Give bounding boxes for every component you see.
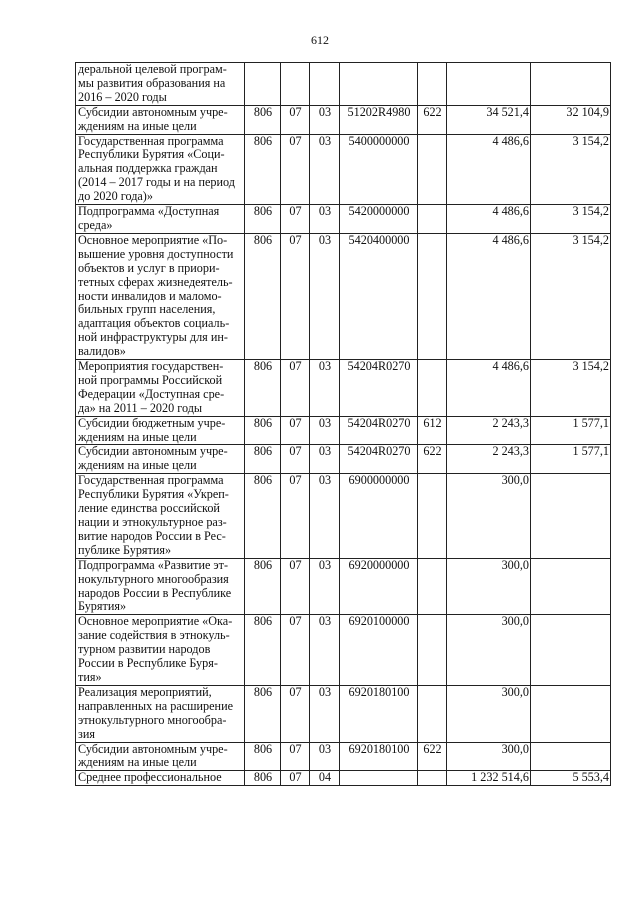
expense-type-cell: [418, 558, 447, 615]
target-article-cell: 5420400000: [340, 233, 418, 359]
ved-code-cell: 806: [245, 360, 281, 417]
ved-code-cell: 806: [245, 558, 281, 615]
expense-type-cell: [418, 771, 447, 786]
target-article-cell: 51202R4980: [340, 105, 418, 134]
table-row: [76, 615, 611, 686]
amount-year-1-cell: 300,0: [447, 615, 531, 686]
amount-year-2-cell: 5 553,4: [531, 771, 611, 786]
row-name-cell: Основное мероприятие «Ока- зание содействия в этнокуль- турном развитии народов России в Республике Буря- тия»: [76, 615, 245, 686]
table-row: [76, 771, 611, 786]
table-row: [76, 474, 611, 558]
amount-year-2-cell: [531, 742, 611, 771]
target-article-cell: 6900000000: [340, 474, 418, 558]
expense-type-cell: [418, 233, 447, 359]
table-row: [76, 233, 611, 359]
subsection-code-cell: 03: [310, 474, 340, 558]
amount-year-1-cell: 300,0: [447, 685, 531, 742]
expense-type-cell: 622: [418, 445, 447, 474]
subsection-code-cell: 03: [310, 742, 340, 771]
row-name-cell: Подпрограмма «Развитие эт- нокультурного многообразия народов России в Республике Бурятия»: [76, 558, 245, 615]
budget-table: [75, 62, 611, 786]
expense-type-cell: [418, 63, 447, 106]
expense-type-cell: 622: [418, 105, 447, 134]
target-article-cell: 54204R0270: [340, 416, 418, 445]
section-code-cell: 07: [281, 205, 310, 234]
expense-type-cell: [418, 205, 447, 234]
expense-type-cell: [418, 360, 447, 417]
amount-year-2-cell: [531, 474, 611, 558]
expense-type-cell: [418, 685, 447, 742]
section-code-cell: 07: [281, 105, 310, 134]
amount-year-1-cell: 300,0: [447, 742, 531, 771]
amount-year-2-cell: 32 104,9: [531, 105, 611, 134]
subsection-code-cell: 03: [310, 615, 340, 686]
amount-year-1-cell: 300,0: [447, 558, 531, 615]
ved-code-cell: 806: [245, 445, 281, 474]
subsection-code-cell: [310, 63, 340, 106]
target-article-cell: 6920100000: [340, 615, 418, 686]
table-row: [76, 416, 611, 445]
subsection-code-cell: 03: [310, 685, 340, 742]
amount-year-2-cell: 3 154,2: [531, 233, 611, 359]
ved-code-cell: 806: [245, 233, 281, 359]
section-code-cell: 07: [281, 558, 310, 615]
target-article-cell: 54204R0270: [340, 360, 418, 417]
amount-year-2-cell: 3 154,2: [531, 134, 611, 205]
row-name-cell: Субсидии автономным учре- ждениям на иные цели: [76, 445, 245, 474]
ved-code-cell: 806: [245, 474, 281, 558]
subsection-code-cell: 03: [310, 416, 340, 445]
amount-year-2-cell: 3 154,2: [531, 205, 611, 234]
section-code-cell: 07: [281, 233, 310, 359]
amount-year-1-cell: 34 521,4: [447, 105, 531, 134]
target-article-cell: [340, 771, 418, 786]
table-row: [76, 63, 611, 106]
ved-code-cell: 806: [245, 205, 281, 234]
amount-year-1-cell: 300,0: [447, 474, 531, 558]
section-code-cell: 07: [281, 771, 310, 786]
table-row: [76, 360, 611, 417]
expense-type-cell: 612: [418, 416, 447, 445]
ved-code-cell: 806: [245, 742, 281, 771]
expense-type-cell: [418, 474, 447, 558]
target-article-cell: 6920180100: [340, 685, 418, 742]
amount-year-2-cell: 1 577,1: [531, 416, 611, 445]
section-code-cell: 07: [281, 615, 310, 686]
amount-year-2-cell: 1 577,1: [531, 445, 611, 474]
amount-year-2-cell: [531, 615, 611, 686]
row-name-cell: Подпрограмма «Доступная среда»: [76, 205, 245, 234]
amount-year-1-cell: 4 486,6: [447, 233, 531, 359]
page-number: 612: [311, 33, 329, 47]
table-row: [76, 105, 611, 134]
target-article-cell: [340, 63, 418, 106]
table-body: [76, 63, 611, 786]
amount-year-1-cell: [447, 63, 531, 106]
ved-code-cell: 806: [245, 416, 281, 445]
section-code-cell: [281, 63, 310, 106]
amount-year-2-cell: [531, 63, 611, 106]
amount-year-1-cell: 2 243,3: [447, 445, 531, 474]
amount-year-1-cell: 2 243,3: [447, 416, 531, 445]
row-name-cell: Основное мероприятие «По- вышение уровня доступности объектов и услуг в приори- тетных сферах жизнедеятель- ности инвалидов и маломо- бильных групп населения, адаптация объектов социаль- ной инфраструктуры для ин- валидов»: [76, 233, 245, 359]
row-name-cell: Субсидии автономным учре- ждениям на иные цели: [76, 742, 245, 771]
subsection-code-cell: 03: [310, 105, 340, 134]
table-row: [76, 134, 611, 205]
target-article-cell: 6920000000: [340, 558, 418, 615]
target-article-cell: 5420000000: [340, 205, 418, 234]
subsection-code-cell: 03: [310, 360, 340, 417]
subsection-code-cell: 03: [310, 134, 340, 205]
ved-code-cell: 806: [245, 105, 281, 134]
table-row: [76, 445, 611, 474]
table-row: [76, 558, 611, 615]
section-code-cell: 07: [281, 742, 310, 771]
ved-code-cell: 806: [245, 685, 281, 742]
ved-code-cell: 806: [245, 615, 281, 686]
row-name-cell: Субсидии автономным учре- ждениям на иные цели: [76, 105, 245, 134]
section-code-cell: 07: [281, 445, 310, 474]
amount-year-2-cell: [531, 685, 611, 742]
ved-code-cell: 806: [245, 134, 281, 205]
subsection-code-cell: 03: [310, 445, 340, 474]
subsection-code-cell: 03: [310, 233, 340, 359]
row-name-cell: Реализация мероприятий, направленных на расширение этнокультурного многообра- зия: [76, 685, 245, 742]
amount-year-1-cell: 4 486,6: [447, 134, 531, 205]
section-code-cell: 07: [281, 360, 310, 417]
amount-year-1-cell: 1 232 514,6: [447, 771, 531, 786]
amount-year-1-cell: 4 486,6: [447, 205, 531, 234]
target-article-cell: 5400000000: [340, 134, 418, 205]
subsection-code-cell: 04: [310, 771, 340, 786]
target-article-cell: 54204R0270: [340, 445, 418, 474]
section-code-cell: 07: [281, 134, 310, 205]
amount-year-1-cell: 4 486,6: [447, 360, 531, 417]
section-code-cell: 07: [281, 416, 310, 445]
row-name-cell: Государственная программа Республики Бурятия «Укреп- ление единства российской нации и этнокультурное раз- витие народов России в Рес- публике Бурятия»: [76, 474, 245, 558]
amount-year-2-cell: 3 154,2: [531, 360, 611, 417]
expense-type-cell: 622: [418, 742, 447, 771]
table-row: [76, 685, 611, 742]
expense-type-cell: [418, 134, 447, 205]
section-code-cell: 07: [281, 474, 310, 558]
row-name-cell: Среднее профессиональное: [76, 771, 245, 786]
row-name-cell: Государственная программа Республики Бурятия «Соци- альная поддержка граждан (2014 – 2017 годы и на период до 2020 года)»: [76, 134, 245, 205]
ved-code-cell: [245, 63, 281, 106]
amount-year-2-cell: [531, 558, 611, 615]
subsection-code-cell: 03: [310, 205, 340, 234]
ved-code-cell: 806: [245, 771, 281, 786]
target-article-cell: 6920180100: [340, 742, 418, 771]
subsection-code-cell: 03: [310, 558, 340, 615]
row-name-cell: деральной целевой програм- мы развития образования на 2016 – 2020 годы: [76, 63, 245, 106]
table-row: [76, 205, 611, 234]
section-code-cell: 07: [281, 685, 310, 742]
table-row: [76, 742, 611, 771]
expense-type-cell: [418, 615, 447, 686]
row-name-cell: Мероприятия государствен- ной программы Российской Федерации «Доступная сре- да» на 2011 – 2020 годы: [76, 360, 245, 417]
row-name-cell: Субсидии бюджетным учре- ждениям на иные цели: [76, 416, 245, 445]
